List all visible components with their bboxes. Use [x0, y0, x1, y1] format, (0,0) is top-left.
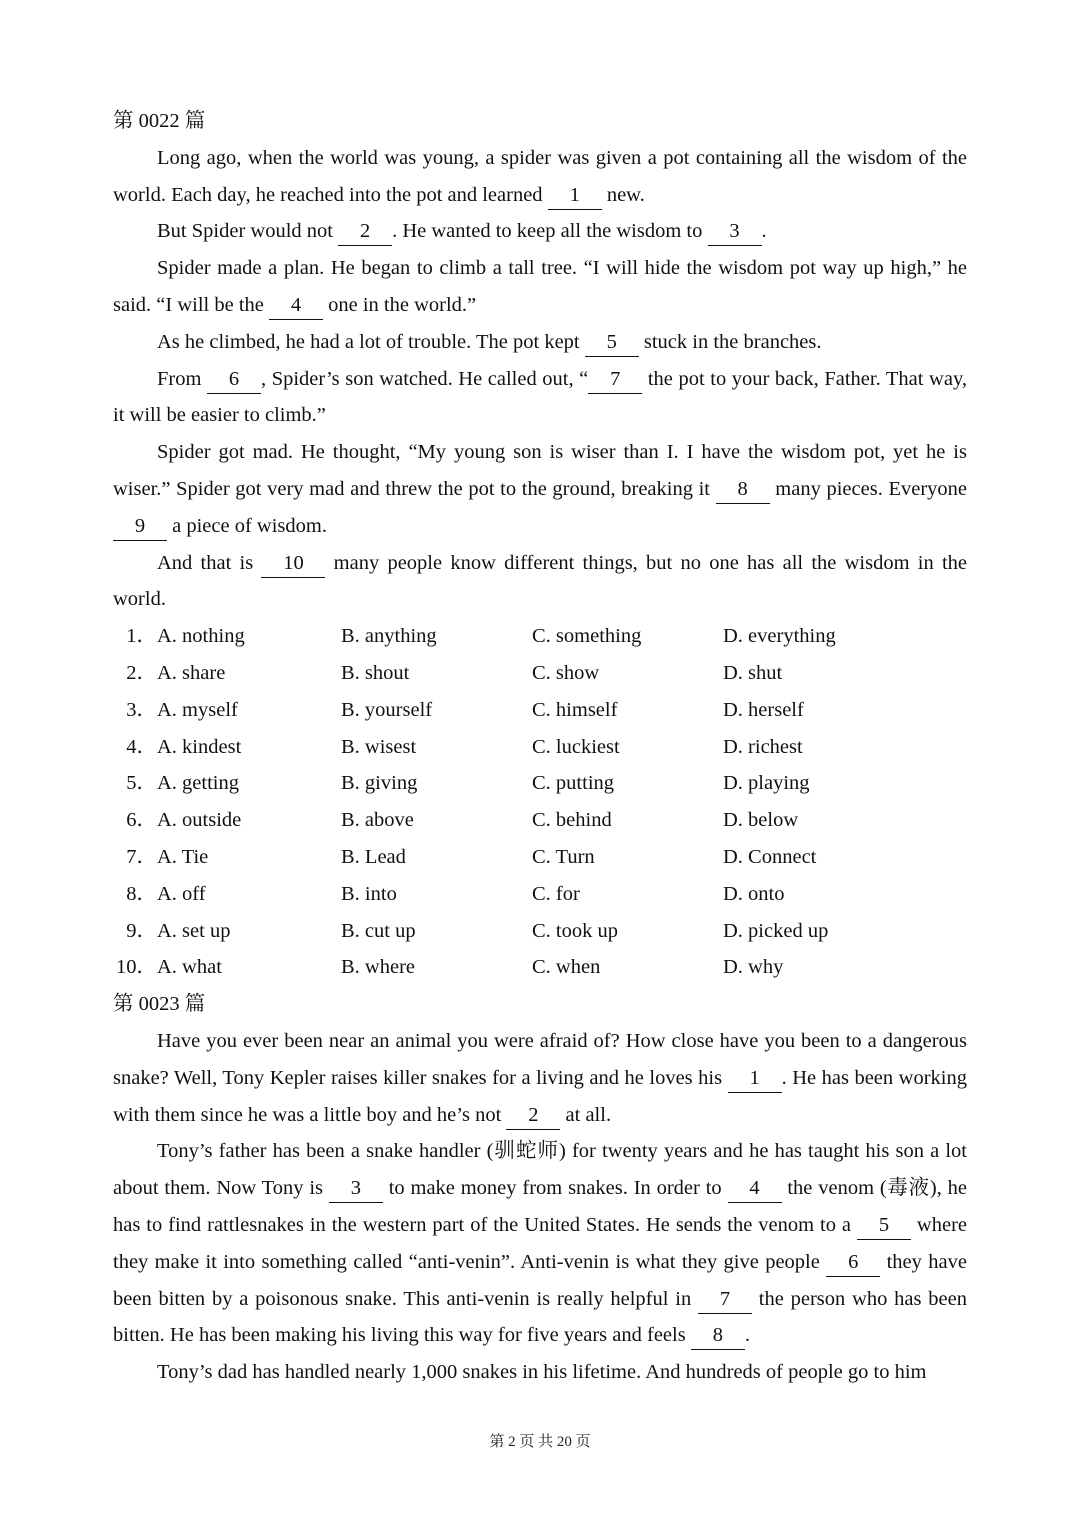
question-number: 9．: [126, 919, 157, 942]
option-b[interactable]: B. Lead: [341, 845, 406, 868]
option-c[interactable]: C. for: [532, 882, 580, 905]
question-row: [113, 913, 967, 950]
option-d[interactable]: D. picked up: [723, 919, 829, 942]
option-c[interactable]: C. behind: [532, 809, 612, 832]
blank: 1: [548, 182, 602, 210]
blank: 3: [708, 218, 762, 246]
text: Spider made a plan. He began to climb a tall tree. “I will hide the wisdom pot way up high,” he said. “I will be the: [113, 257, 967, 316]
blank: 3: [329, 1175, 383, 1203]
question-number: 1．: [126, 625, 157, 648]
text: where they make it into something called “anti-venin”. Anti-venin is what they give people: [113, 1213, 967, 1273]
text: .: [761, 220, 767, 243]
option-a[interactable]: A. kindest: [157, 735, 242, 758]
option-c[interactable]: C. putting: [532, 772, 615, 795]
option-d[interactable]: D. everything: [723, 625, 836, 648]
text: Tony’s father has been a snake handler (驯蛇师) for twenty years and he has taught his son a lot about them. Now Tony is: [113, 1140, 967, 1200]
question-number: 6．: [126, 809, 157, 832]
option-a[interactable]: A. Tie: [157, 845, 209, 868]
paragraph: [113, 1133, 967, 1354]
blank: 5: [857, 1212, 911, 1240]
question-number: 8．: [126, 882, 157, 905]
option-b[interactable]: B. yourself: [341, 698, 433, 721]
option-a[interactable]: A. off: [157, 882, 206, 905]
question-number: 5．: [126, 772, 157, 795]
paragraph: [113, 213, 967, 250]
text: new.: [601, 183, 645, 206]
text: stuck in the branches.: [638, 330, 822, 353]
option-c[interactable]: C. when: [532, 956, 601, 979]
blank: 6: [207, 366, 261, 394]
text: Have you ever been near an animal you were afraid of? How close have you been to a dangerous snake? Well, Tony Kepler raises killer snakes for a living and he loves his: [113, 1029, 967, 1089]
text: . He wanted to keep all the wisdom to: [392, 220, 708, 243]
document-page: [113, 103, 967, 1391]
passage-heading: 第 0023 篇: [113, 993, 206, 1016]
paragraph: [113, 1023, 967, 1133]
blank: 4: [269, 292, 323, 320]
text: the venom (毒液), he has to find rattlesnakes in the western part of the United States. He sends the venom to a: [113, 1177, 967, 1236]
option-b[interactable]: B. into: [341, 882, 397, 905]
question-number: 7．: [126, 845, 157, 868]
option-c[interactable]: C. Turn: [532, 845, 595, 868]
text: , Spider’s son watched. He called out, “: [261, 367, 589, 390]
option-a[interactable]: A. nothing: [157, 625, 245, 648]
option-d[interactable]: D. herself: [723, 698, 804, 721]
blank: 2: [506, 1102, 560, 1130]
text: one in the world.”: [322, 293, 477, 316]
question-row: [113, 765, 967, 802]
option-a[interactable]: A. outside: [157, 809, 242, 832]
text: many pieces. Everyone: [769, 477, 967, 500]
text: many people know different things, but no one has all the wisdom in the world.: [113, 551, 967, 611]
paragraph: [113, 434, 967, 544]
option-b[interactable]: B. giving: [341, 772, 418, 795]
question-row: [113, 949, 967, 986]
question-row: [113, 729, 967, 766]
paragraph: [113, 1354, 967, 1391]
text: to make money from snakes. In order to: [382, 1177, 728, 1200]
option-b[interactable]: B. where: [341, 956, 416, 979]
option-a[interactable]: A. what: [157, 956, 222, 979]
blank: 8: [691, 1322, 745, 1350]
text: Long ago, when the world was young, a spider was given a pot containing all the wisdom of the world. Each day, he reached into the pot and learned: [113, 146, 967, 206]
question-row: [113, 802, 967, 839]
blank: 7: [698, 1286, 752, 1314]
text: .: [744, 1324, 750, 1347]
option-c[interactable]: C. himself: [532, 698, 618, 721]
blank: 10: [261, 550, 325, 578]
paragraph: [113, 140, 967, 214]
text: a piece of wisdom.: [167, 514, 327, 537]
question-number: 3．: [126, 698, 157, 721]
text: But Spider would not: [157, 220, 339, 243]
option-b[interactable]: B. shout: [341, 661, 410, 684]
page-footer: 第 2 页 共 20 页: [489, 1434, 591, 1450]
question-row: [113, 876, 967, 913]
blank: 6: [826, 1249, 880, 1277]
blank: 4: [728, 1175, 782, 1203]
blank: 1: [728, 1065, 782, 1093]
passage-heading: 第 0022 篇: [113, 110, 206, 132]
text: Spider got mad. He thought, “My young son is wiser than I. I have the wisdom pot, yet he is wiser.” Spider got very mad and threw the pot to the ground, breaking it: [113, 441, 967, 500]
option-a[interactable]: A. share: [157, 661, 226, 684]
blank: 9: [113, 513, 167, 541]
text: . He has been working with them since he was a little boy and he’s not: [113, 1066, 967, 1126]
option-b[interactable]: B. above: [341, 809, 414, 832]
question-number: 2．: [126, 661, 157, 684]
text: From: [157, 367, 207, 390]
option-a[interactable]: A. set up: [157, 919, 231, 942]
option-a[interactable]: A. getting: [157, 772, 239, 795]
option-c[interactable]: C. show: [532, 661, 600, 684]
paragraph: [113, 361, 967, 435]
option-c[interactable]: C. luckiest: [532, 735, 620, 758]
option-b[interactable]: B. anything: [341, 625, 437, 648]
text: the pot to your back, Father. That way, it will be easier to climb.”: [113, 367, 967, 427]
question-row: [113, 655, 967, 692]
text: As he climbed, he had a lot of trouble. The pot kept: [157, 330, 585, 353]
blank: 5: [585, 329, 639, 357]
text: And that is: [157, 551, 262, 574]
blank: 2: [338, 218, 392, 246]
option-d[interactable]: D. shut: [723, 661, 783, 684]
question-list: [113, 618, 967, 986]
option-d[interactable]: D. why: [723, 956, 784, 979]
question-row: [113, 839, 967, 876]
option-b[interactable]: B. cut up: [341, 919, 416, 942]
option-d[interactable]: D. onto: [723, 882, 785, 905]
question-number: 4．: [126, 735, 157, 758]
question-number: 10．: [116, 956, 157, 979]
option-d[interactable]: D. playing: [723, 772, 810, 795]
option-d[interactable]: D. Connect: [723, 845, 817, 868]
option-c[interactable]: C. took up: [532, 919, 618, 942]
option-b[interactable]: B. wisest: [341, 735, 417, 758]
option-c[interactable]: C. something: [532, 625, 642, 648]
text: the person who has been bitten. He has been making his living this way for five years and feels: [113, 1287, 967, 1347]
paragraph: [113, 250, 967, 324]
text: they have been bitten by a poisonous snake. This anti-venin is really helpful in: [113, 1250, 967, 1310]
text: at all.: [560, 1103, 612, 1126]
text: Tony’s dad has handled nearly 1,000 snakes in his lifetime. And hundreds of people go to him: [157, 1361, 927, 1384]
option-d[interactable]: D. below: [723, 809, 799, 832]
blank: 8: [716, 476, 770, 504]
question-row: [113, 692, 967, 729]
question-row: [113, 618, 967, 655]
paragraph: [113, 545, 967, 619]
blank: 7: [588, 366, 642, 394]
option-d[interactable]: D. richest: [723, 735, 803, 758]
paragraph: [113, 324, 967, 361]
option-a[interactable]: A. myself: [157, 698, 238, 721]
